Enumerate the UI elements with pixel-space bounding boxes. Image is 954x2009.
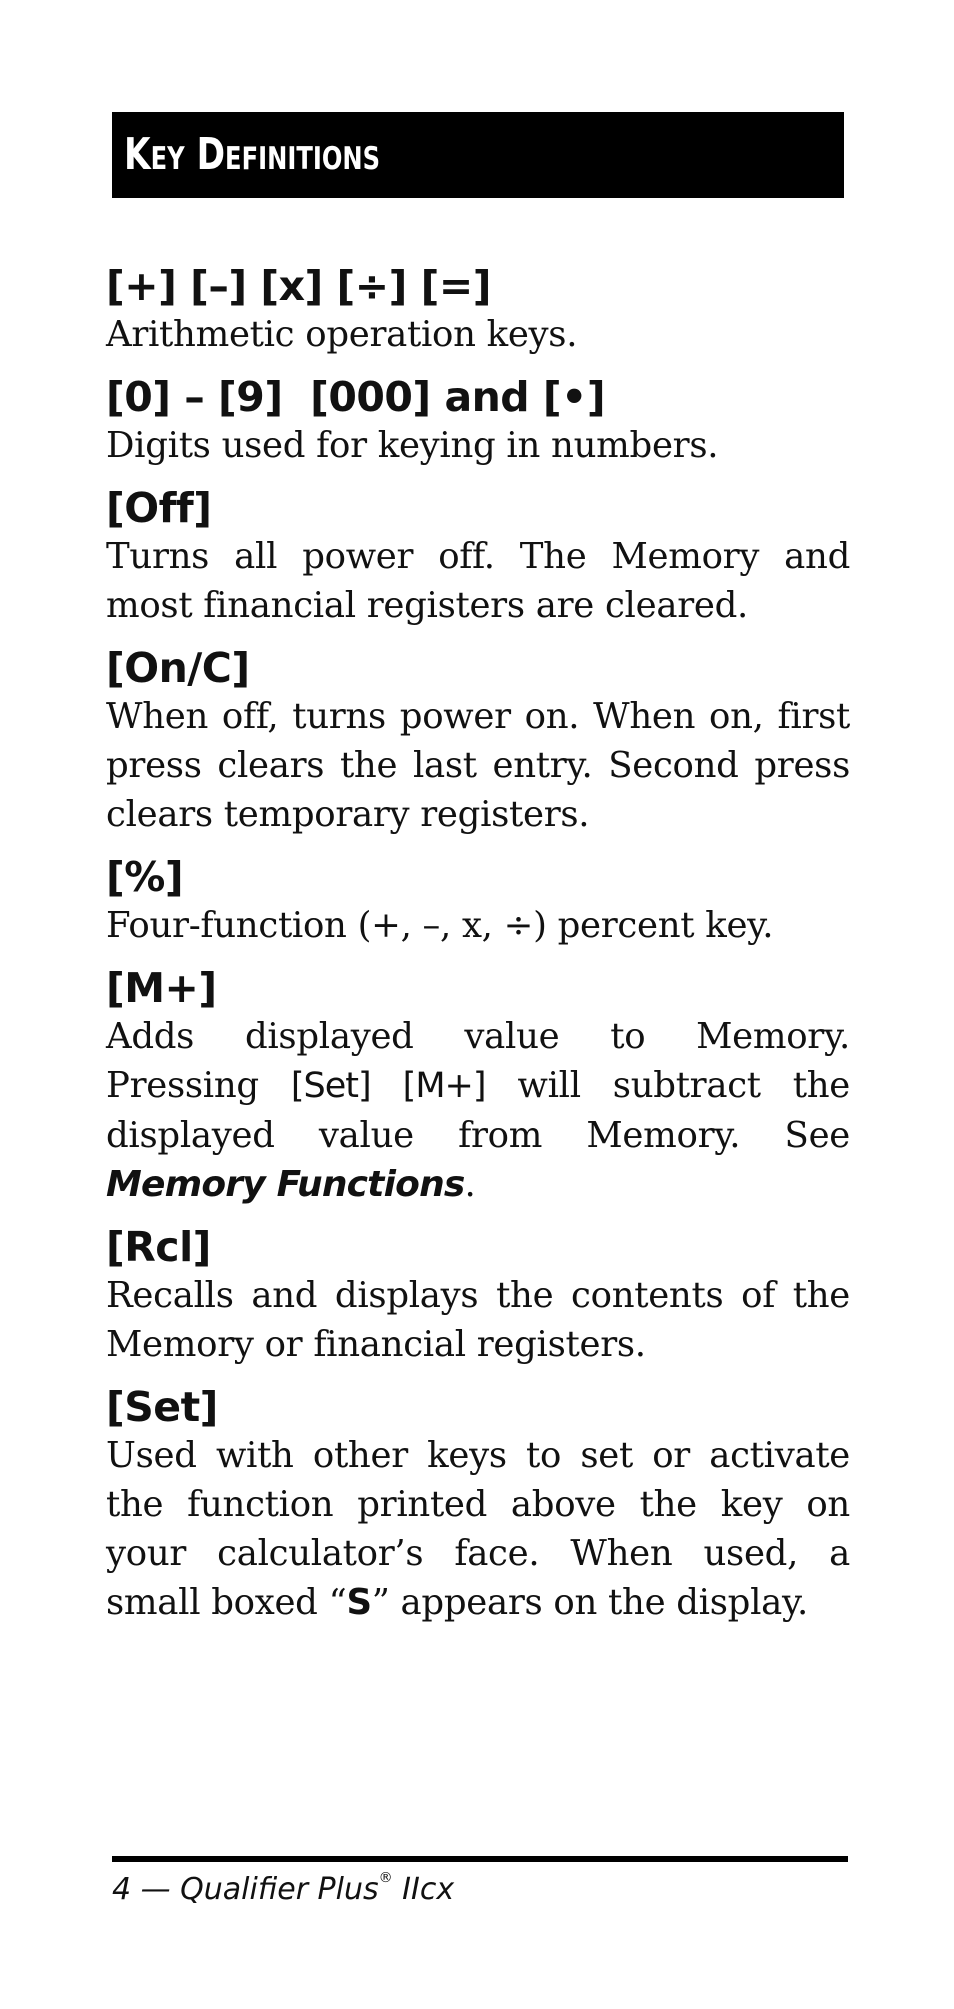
description-text: will subtract the displayed value from Memory. See	[106, 1065, 850, 1156]
definition-on-clear	[106, 644, 850, 839]
key-label: [M+]	[106, 964, 217, 1012]
description-text: ” appears on the display.	[371, 1582, 809, 1623]
description-text: .	[464, 1164, 476, 1205]
memory-functions-reference: Memory Functions	[106, 1164, 465, 1205]
definition-digits	[106, 373, 850, 470]
boxed-s-indicator: S	[346, 1582, 372, 1623]
key-description	[106, 1012, 850, 1209]
key-label: [Rcl]	[106, 1223, 211, 1271]
inline-key-set: [Set]	[290, 1066, 371, 1106]
key-label: [0] – [9] [000] and [•]	[106, 373, 606, 421]
product-name: Qualifier Plus	[180, 1872, 379, 1907]
key-description: Turns all power off. The Memory and most financial registers are cleared.	[106, 536, 850, 626]
definition-set	[106, 1383, 850, 1627]
key-description: Digits used for keying in numbers.	[106, 425, 719, 466]
registered-mark: ®	[378, 1870, 393, 1886]
key-label: [%]	[106, 853, 184, 901]
description-text: Used with other keys to set or activate the function printed above the key on your calculator’s face. When used, a small boxed “	[106, 1435, 850, 1623]
key-label: [+] [–] [x] [÷] [=]	[106, 262, 491, 310]
definition-memory-plus	[106, 964, 850, 1209]
section-title: Key Definitions	[124, 129, 381, 180]
footer-divider	[112, 1856, 848, 1862]
key-label: [On/C]	[106, 644, 250, 692]
key-description: Recalls and displays the contents of the Memory or financial registers.	[106, 1275, 850, 1365]
key-description: Arithmetic operation keys.	[106, 314, 578, 355]
definition-off	[106, 484, 850, 630]
definition-arithmetic	[106, 262, 850, 359]
key-description: Four-function (+, –, x, ÷) percent key.	[106, 905, 774, 946]
footer-separator: —	[131, 1872, 181, 1907]
definition-percent	[106, 853, 850, 950]
page-footer	[112, 1872, 454, 1907]
key-description	[106, 1431, 850, 1627]
description-text: Adds displayed value to Memory. Pressing	[106, 1016, 850, 1106]
key-definitions-list	[106, 262, 850, 1641]
page-number: 4	[112, 1872, 132, 1907]
section-title-bar	[112, 112, 844, 198]
definition-recall	[106, 1223, 850, 1369]
key-label: [Set]	[106, 1383, 218, 1431]
inline-key-memory-plus: [M+]	[402, 1066, 486, 1106]
product-model: IIcx	[392, 1872, 455, 1907]
key-label: [Off]	[106, 484, 212, 532]
key-description: When off, turns power on. When on, first press clears the last entry. Second press clears temporary registers.	[106, 696, 850, 835]
